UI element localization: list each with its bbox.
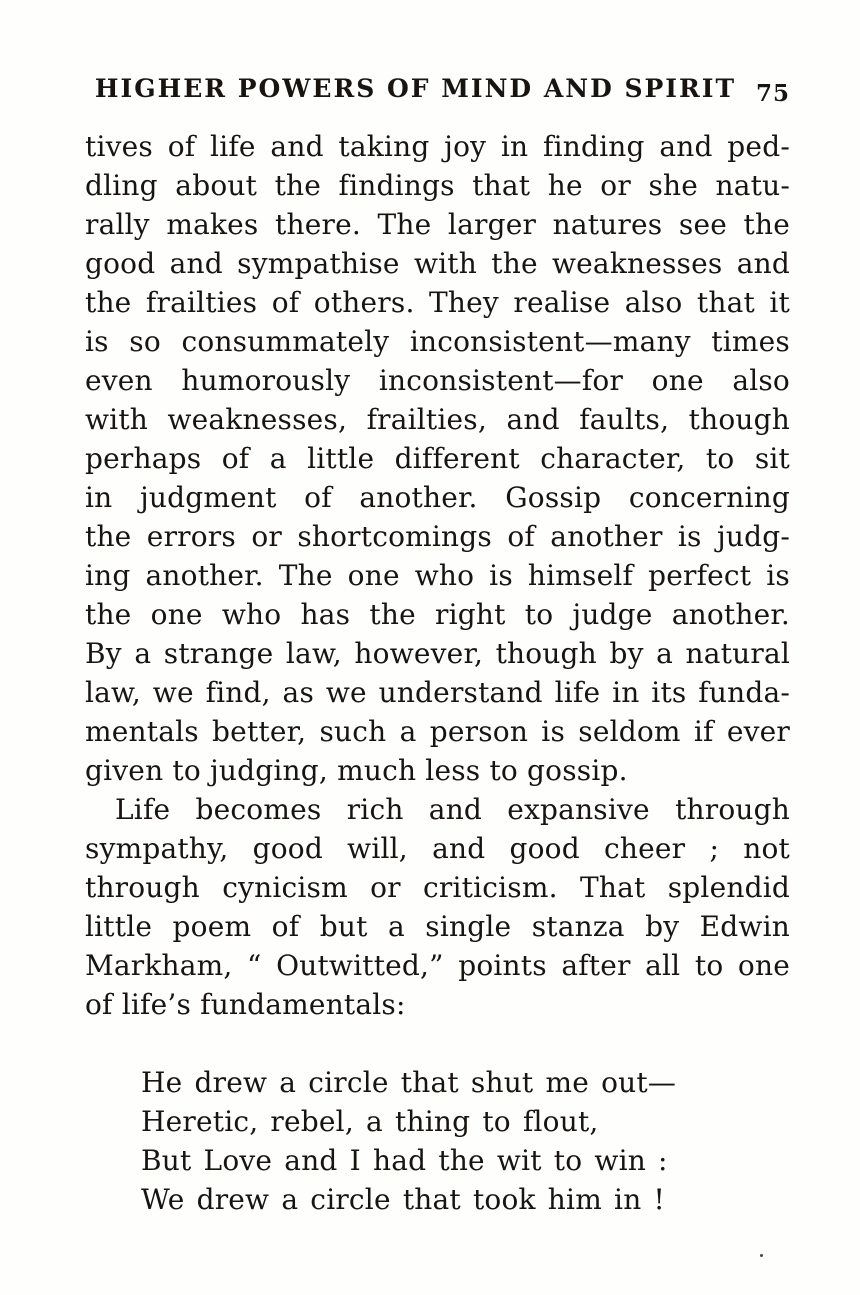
- text-line: sympathy, good will, and good cheer ; not: [85, 832, 790, 865]
- text-line: perhaps of a little different character, to sit: [85, 442, 790, 475]
- text-line: dling about the findings that he or she natu-: [85, 169, 790, 202]
- poem-line: Heretic, rebel, a thing to flout,: [141, 1105, 599, 1138]
- body-text: [85, 127, 790, 1219]
- text-line: rally makes there. The larger natures see the: [85, 208, 790, 241]
- text-line: Life becomes rich and expansive through: [115, 793, 790, 826]
- page-number: 75: [755, 80, 790, 107]
- text-line: By a strange law, however, though by a natural: [85, 637, 790, 670]
- text-line: tives of life and taking joy in finding and ped-: [85, 130, 790, 163]
- text-line: mentals better, such a person is seldom if ever: [85, 715, 790, 748]
- text-line: the errors or shortcomings of another is judg-: [85, 520, 790, 553]
- paragraph-continuation: [85, 127, 790, 790]
- poem-line: We drew a circle that took him in !: [141, 1183, 665, 1216]
- running-head-title: HIGHER POWERS OF MIND AND SPIRIT: [94, 74, 737, 103]
- text-line: ing another. The one who is himself perfect is: [85, 559, 790, 592]
- text-line: even humorously inconsistent—for one also: [85, 364, 790, 397]
- text-line: is so consummately inconsistent—many times: [85, 325, 790, 358]
- text-line: Markham, “ Outwitted,” points after all to one: [85, 949, 790, 982]
- text-line: the one who has the right to judge another.: [85, 598, 790, 631]
- text-line: in judgment of another. Gossip concerning: [85, 481, 790, 514]
- text-line: law, we find, as we understand life in its funda-: [85, 676, 790, 709]
- poem-line: He drew a circle that shut me out—: [141, 1066, 677, 1099]
- scan-speck: [760, 1254, 763, 1257]
- running-head: [85, 74, 790, 108]
- poem-outwitted: [85, 1063, 790, 1219]
- text-line: with weaknesses, frailties, and faults, though: [85, 403, 790, 436]
- paragraph-life-becomes: [85, 790, 790, 1024]
- text-line: given to judging, much less to gossip.: [85, 754, 628, 787]
- text-line: good and sympathise with the weaknesses and: [85, 247, 790, 280]
- text-line: the frailties of others. They realise also that it: [85, 286, 790, 319]
- poem-line: But Love and I had the wit to win :: [141, 1144, 668, 1177]
- text-line: little poem of but a single stanza by Edwin: [85, 910, 790, 943]
- text-line: through cynicism or criticism. That splendid: [85, 871, 790, 904]
- text-line: of life’s fundamentals:: [85, 988, 406, 1021]
